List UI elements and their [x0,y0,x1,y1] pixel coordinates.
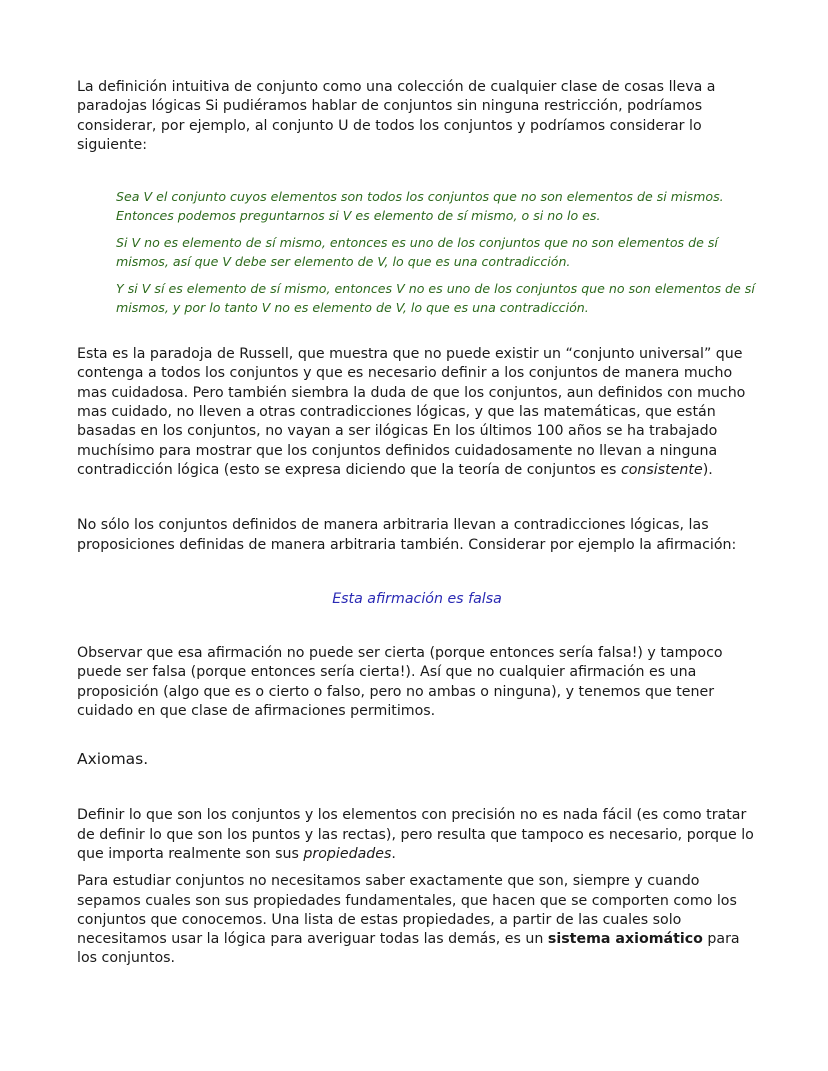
russell-quote-block [116,187,757,317]
intro-paragraph: La definición intuitiva de conjunto como una colección de cualquier clase de cosas lleva a paradojas lógicas Si pudiéramos hablar de conjuntos sin ninguna restricción, podríamos considerar, por ejemplo, al conjunto U de todos los conjuntos y podríamos considerar lo siguiente: [77,79,716,153]
bold-term: sistema axiomático [547,931,703,948]
emphasis-text: propiedades [303,845,392,862]
quote-paragraph: Sea V el conjunto cuyos elementos son todos los conjuntos que no son elementos de si mismos. Entonces podemos preguntarnos si V es elemento de sí mismo, o si no lo es. [116,189,724,224]
propositions-paragraph: No sólo los conjuntos definidos de manera arbitraria llevan a contradicciones lógicas, las proposiciones definidas de manera arbitraria también. Considerar por ejemplo la afirmación: [77,517,737,553]
observation-paragraph: Observar que esa afirmación no puede ser cierta (porque entonces sería falsa!) y tampoco puede ser falsa (porque entonces sería cierta!). Así que no cualquier afirmación es una proposición (algo que es o cierto o falso, pero no ambas o ninguna), y tenemos que tener cuidado en que clase de afirmaciones permitimos. [77,645,723,720]
definition-paragraph [77,806,757,864]
axiomatic-paragraph [77,872,757,968]
paragraph-text: Definir lo que son los conjuntos y los elementos con precisión no es nada fácil (es como tratar de definir lo que son los puntos y las rectas), pero resulta que tampoco es necesario, porque lo que importa realmente son sus [77,807,754,862]
paragraph-end: ). [702,461,713,478]
quote-paragraph: Y si V sí es elemento de sí mismo, entonces V no es uno de los conjuntos que no son elementos de sí mismos, y por lo tanto V no es elemento de V, lo que es una contradicción. [116,281,755,316]
paragraph-end: . [391,845,396,862]
paragraph-text: Esta es la paradoja de Russell, que muestra que no puede existir un “conjunto universal” que contenga a todos los conjuntos y que es necesario definir a los conjuntos de manera mucho mas cuidadosa. Pero también siembra la duda de que los conjuntos, aun definidos con mucho mas cuidado, no lleven a otras contradicciones lógicas, y que las matemáticas, que están basadas en los conjuntos, no vayan a ser ilógicas En los últimos 100 años se ha trabajado muchísimo para mostrar que los conjuntos definidos cuidadosamente no llevan a ninguna contradicción lógica (esto se expresa diciendo que la teoría de conjuntos es [77,346,746,478]
section-heading: Axiomas. [77,750,149,769]
emphasis-text: consistente [620,461,703,478]
russell-paradox-paragraph [77,345,757,480]
example-statement: Esta afirmación es falsa [332,590,502,607]
paragraph-end: para los conjuntos. [77,931,740,967]
document-page [77,78,757,969]
quote-paragraph: Si V no es elemento de sí mismo, entonces es uno de los conjuntos que no son elementos de sí mismos, así que V debe ser elemento de V, lo que es una contradicción. [116,235,718,270]
paragraph-text: Para estudiar conjuntos no necesitamos saber exactamente que son, siempre y cuando sepamos cuales son sus propiedades fundamentales, que hacen que se comporten como los conjuntos que conocemos. Una lista de estas propiedades, a partir de las cuales solo necesitamos usar la lógica para averiguar todas las demás, es un [77,873,737,948]
